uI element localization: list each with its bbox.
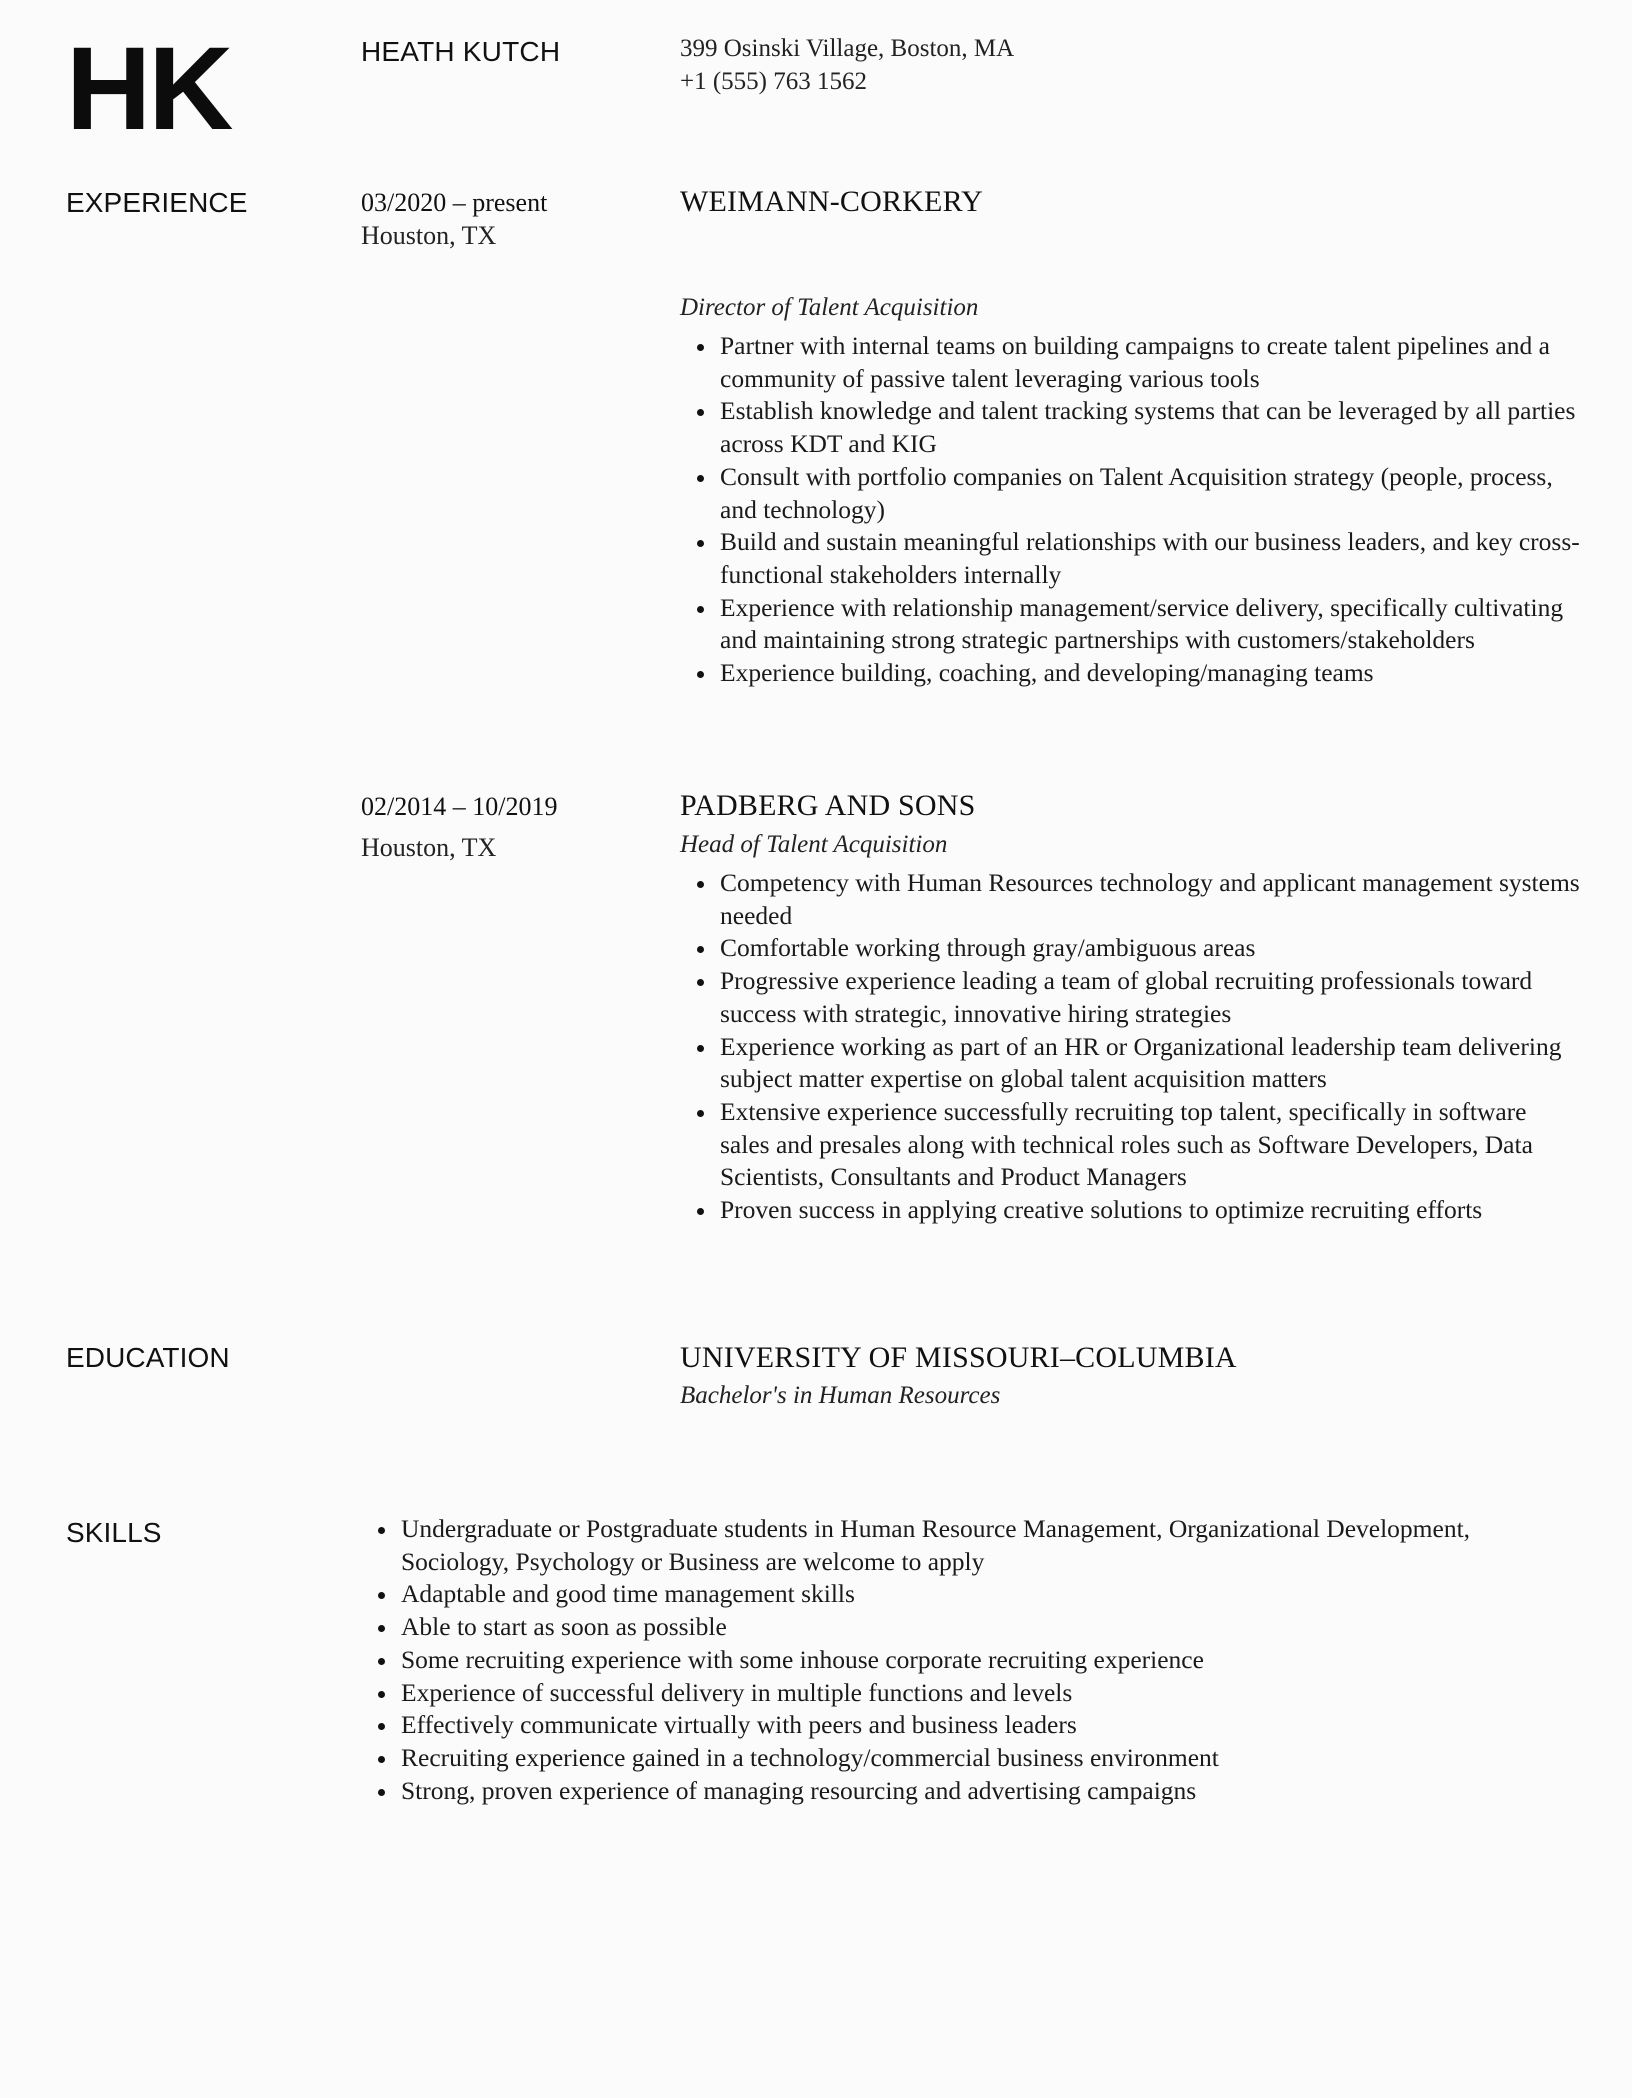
list-item: Extensive experience successfully recruiting top talent, specifically in software sales and presales along with technical roles such as Software Developers, Data Scientists, Consultants and Product Managers: [680, 1096, 1580, 1194]
list-item: Experience of successful delivery in multiple functions and levels: [361, 1677, 1581, 1710]
bullet-icon: [378, 1756, 385, 1763]
list-item: Competency with Human Resources technology and applicant management systems needed: [680, 867, 1580, 932]
job-dates: 02/2014 – 10/2019: [361, 792, 558, 821]
bullet-icon: [378, 1691, 385, 1698]
bullet-icon: [378, 1625, 385, 1632]
job-title: Head of Talent Acquisition: [680, 831, 948, 858]
list-item: Proven success in applying creative solutions to optimize recruiting efforts: [680, 1194, 1580, 1227]
list-item: Experience working as part of an HR or Organizational leadership team delivering subject matter expertise on global talent acquisition matters: [680, 1031, 1580, 1096]
job-location: Houston, TX: [361, 833, 497, 862]
list-item: Undergraduate or Postgraduate students in Human Resource Management, Organizational Development, Sociology, Psychology or Business are welcome to apply: [361, 1513, 1581, 1578]
job-title: Director of Talent Acquisition: [680, 294, 979, 321]
list-item: Recruiting experience gained in a technology/commercial business environment: [361, 1742, 1581, 1775]
bullet-icon: [697, 606, 704, 613]
section-title-skills: SKILLS: [66, 1517, 162, 1548]
list-item: Some recruiting experience with some inhouse corporate recruiting experience: [361, 1644, 1581, 1677]
skills-list: [361, 1513, 1581, 1807]
bullet-icon: [697, 540, 704, 547]
bullet-icon: [697, 475, 704, 482]
bullet-icon: [378, 1527, 385, 1534]
school-name: UNIVERSITY OF MISSOURI–COLUMBIA: [680, 1341, 1237, 1374]
bullet-icon: [697, 1208, 704, 1215]
bullet-icon: [697, 1045, 704, 1052]
list-item: Establish knowledge and talent tracking systems that can be leveraged by all parties across KDT and KIG: [680, 395, 1580, 460]
list-item: Able to start as soon as possible: [361, 1611, 1581, 1644]
section-title-education: EDUCATION: [66, 1342, 230, 1373]
job-company: PADBERG AND SONS: [680, 789, 976, 822]
bullet-icon: [697, 1110, 704, 1117]
job-location: Houston, TX: [361, 221, 497, 250]
job-responsibilities: [680, 330, 1580, 690]
list-item: Partner with internal teams on building campaigns to create talent pipelines and a community of passive talent leveraging various tools: [680, 330, 1580, 395]
bullet-icon: [378, 1658, 385, 1665]
list-item: Experience building, coaching, and developing/managing teams: [680, 657, 1580, 690]
bullet-icon: [697, 946, 704, 953]
list-item: Effectively communicate virtually with peers and business leaders: [361, 1709, 1581, 1742]
bullet-icon: [378, 1789, 385, 1796]
list-item: Strong, proven experience of managing resourcing and advertising campaigns: [361, 1775, 1581, 1808]
job-responsibilities: [680, 867, 1580, 1227]
bullet-icon: [378, 1723, 385, 1730]
initials-monogram: HK: [66, 23, 231, 155]
bullet-icon: [378, 1592, 385, 1599]
list-item: Progressive experience leading a team of global recruiting professionals toward success with strategic, innovative hiring strategies: [680, 965, 1580, 1030]
phone: +1 (555) 763 1562: [680, 68, 867, 95]
list-item: Adaptable and good time management skills: [361, 1578, 1581, 1611]
list-item: Experience with relationship management/service delivery, specifically cultivating and maintaining strong strategic partnerships with customers/stakeholders: [680, 592, 1580, 657]
bullet-icon: [697, 409, 704, 416]
degree: Bachelor's in Human Resources: [680, 1382, 1001, 1409]
bullet-icon: [697, 344, 704, 351]
list-item: Consult with portfolio companies on Talent Acquisition strategy (people, process, and technology): [680, 461, 1580, 526]
job-company: WEIMANN-CORKERY: [680, 185, 983, 218]
contact-info: [680, 32, 1014, 98]
bullet-icon: [697, 881, 704, 888]
list-item: Build and sustain meaningful relationships with our business leaders, and key cross-functional stakeholders internally: [680, 526, 1580, 591]
bullet-icon: [697, 979, 704, 986]
section-title-experience: EXPERIENCE: [66, 187, 248, 218]
bullet-icon: [697, 671, 704, 678]
job-dates: 03/2020 – present: [361, 188, 548, 217]
list-item: Comfortable working through gray/ambiguous areas: [680, 932, 1580, 965]
address: 399 Osinski Village, Boston, MA: [680, 35, 1015, 62]
candidate-name: HEATH KUTCH: [361, 36, 561, 67]
